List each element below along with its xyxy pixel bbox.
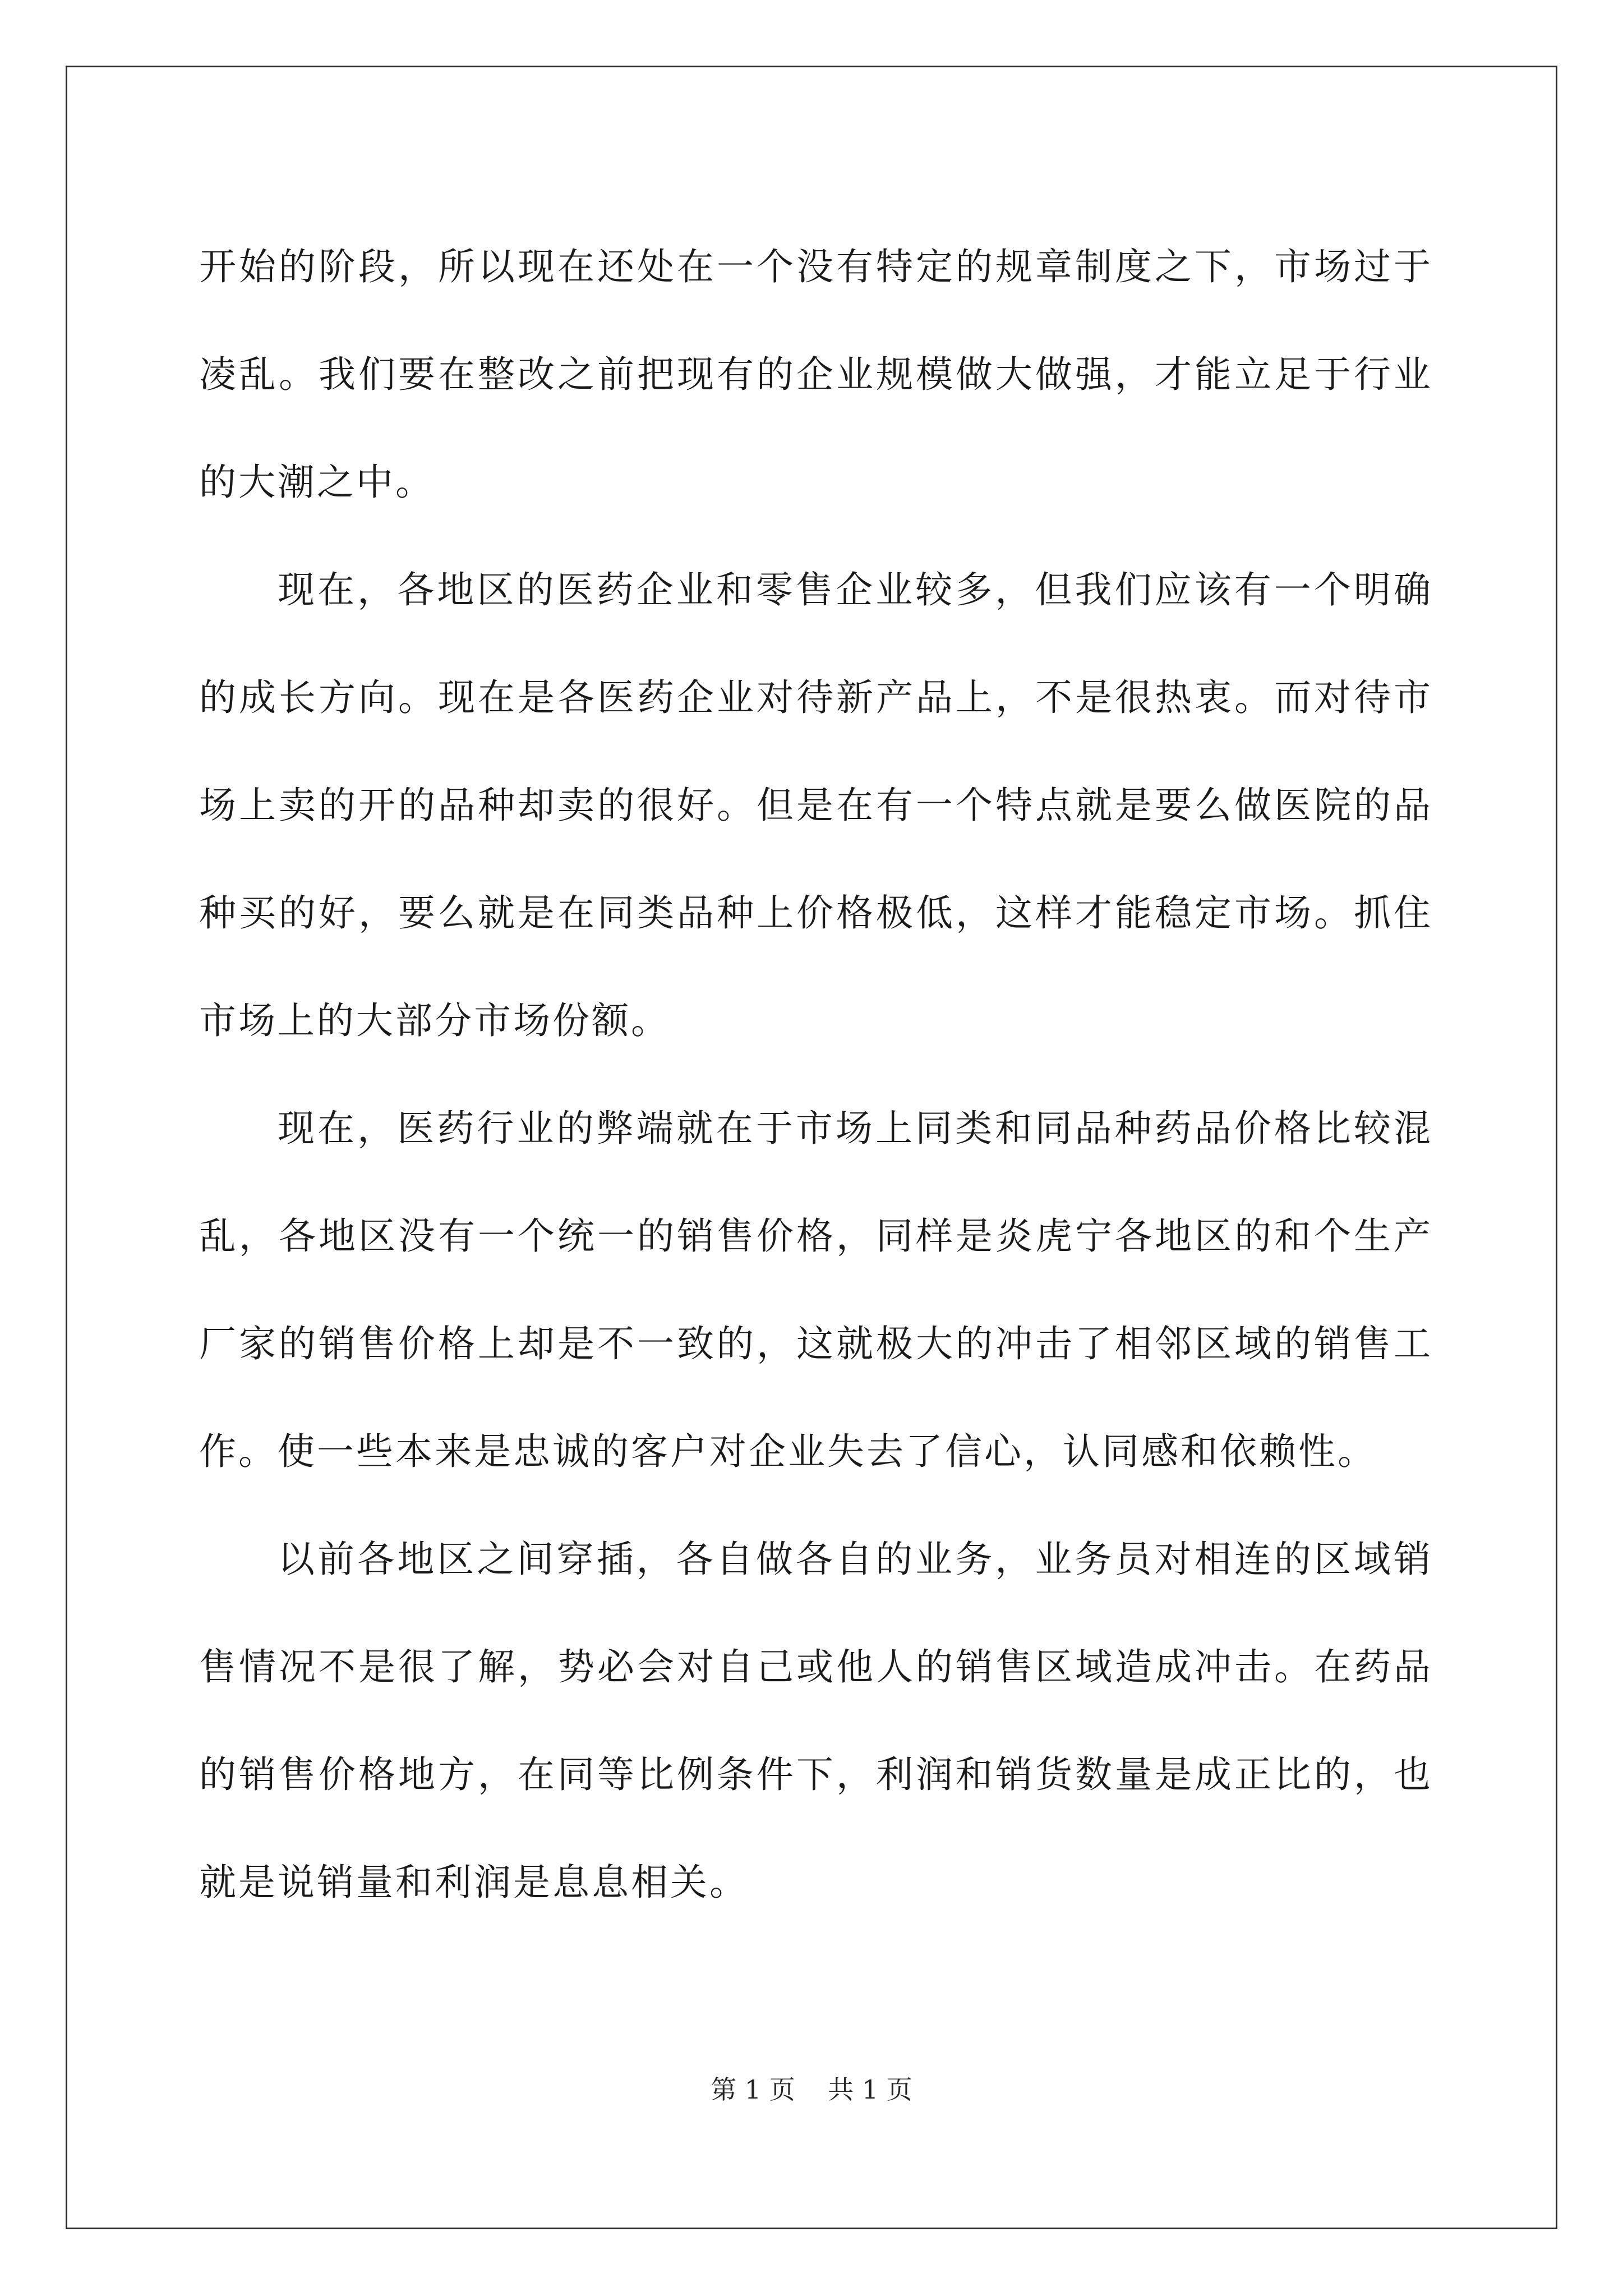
paragraph-3: 现在，医药行业的弊端就在于市场上同类和同品种药品价格比较混乱，各地区没有一个统一的销售价格，同样是炎虎宁各地区的和个生产厂家的销售价格上却是不一致的，这就极大的冲击了相邻区域的销售工作。使一些本来是忠诚的客户对企业失去了信心，认同感和依赖性。	[199, 1107, 1433, 1473]
paragraph-2: 现在，各地区的医药企业和零售企业较多，但我们应该有一个明确的成长方向。现在是各医药企业对待新产品上，不是很热衷。而对待市场上卖的开的品种却卖的很好。但是在有一个特点就是要么做医院的品种买的好，要么就是在同类品种上价格极低，这样才能稳定市场。抓住市场上的大部分市场份额。	[199, 568, 1433, 1042]
document-body	[199, 213, 1433, 1936]
page-number-footer: 第 1 页 共 1 页	[711, 2074, 912, 2105]
paragraph-1: 开始的阶段，所以现在还处在一个没有特定的规章制度之下，市场过于凌乱。我们要在整改之前把现有的企业规模做大做强，才能立足于行业的大潮之中。	[199, 245, 1433, 504]
paragraph-4: 以前各地区之间穿插，各自做各自的业务，业务员对相连的区域销售情况不是很了解，势必会对自己或他人的销售区域造成冲击。在药品的销售价格地方，在同等比例条件下，利润和销货数量是成正比的，也就是说销量和利润是息息相关。	[199, 1538, 1433, 1904]
